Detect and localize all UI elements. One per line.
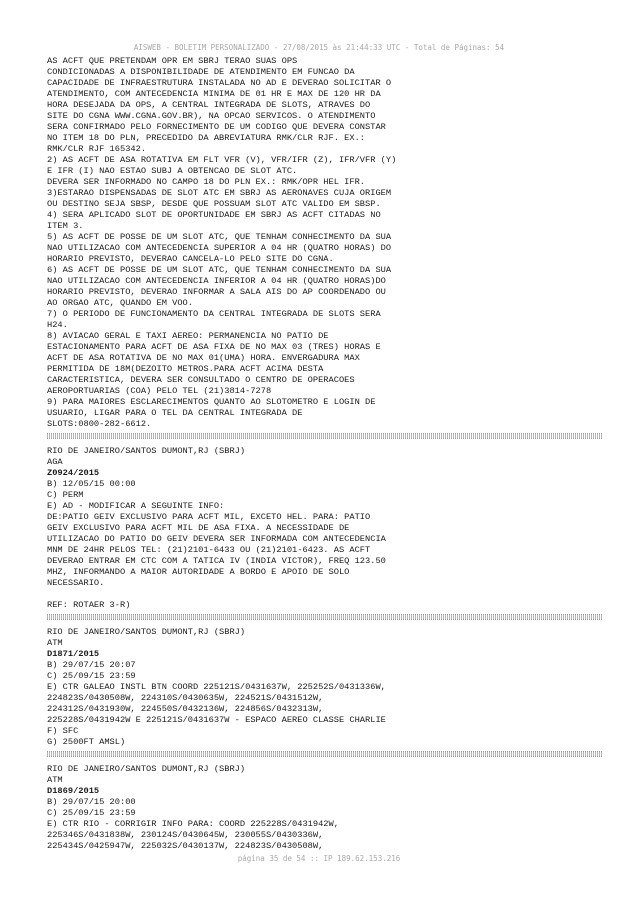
intro-line: NAO UTILIZACAO COM ANTECEDENCIA SUPERIOR A 04 HR (QUATRO HORAS) DO [47, 243, 392, 253]
notam-line: MNM DE 24HR PELOS TEL: (21)2101-6433 OU (21)2101-6423. AS ACFT [47, 545, 371, 555]
notam-line: DE:PATIO GEIV EXCLUSIVO PARA ACFT MIL, EXCETO HEL. PARA: PATIO [47, 512, 371, 522]
notam-line: GEIV EXCLUSIVO PARA ACFT MIL DE ASA FIXA. A NECESSIDADE DE [47, 523, 350, 533]
section-divider [47, 751, 602, 757]
notam-line: B) 29/07/15 20:07 [47, 660, 136, 670]
notam-line: F) SFC [47, 726, 79, 736]
intro-line: ITEM 3. [47, 221, 84, 231]
notam-line: E) CTR GALEAO INSTL BTN COORD 225121S/0431637W, 225252S/0431336W, [47, 682, 386, 692]
notam-category: ATM [47, 775, 63, 785]
notam-location: RIO DE JANEIRO/SANTOS DUMONT,RJ (SBRJ) [47, 627, 246, 637]
intro-line: E IFR (I) NAO ESTAO SUBJ A OBTENCAO DE SLOT ATC. [47, 166, 298, 176]
intro-line: 5) AS ACFT DE POSSE DE UM SLOT ATC, QUE TENHAM CONHECIMENTO DA SUA [47, 232, 392, 242]
intro-line: SLOTS:0800-282-6612. [47, 419, 152, 429]
notam-id: D1871/2015 [47, 649, 100, 659]
intro-line: SITE DO CGNA WWW.CGNA.GOV.BR), NA OPCAO SERVICOS. O ATENDIMENTO [47, 111, 376, 121]
notam-entry [47, 627, 607, 748]
intro-line: CARACTERISTICA, DEVERA SER CONSULTADO O CENTRO DE OPERACOES [47, 375, 355, 385]
notam-id: Z0924/2015 [47, 468, 100, 478]
notam-location: RIO DE JANEIRO/SANTOS DUMONT,RJ (SBRJ) [47, 764, 246, 774]
notam-id: D1869/2015 [47, 786, 100, 796]
intro-line: AEROPORTUARIAS (COA) PELO TEL (21)3814-7278 [47, 386, 272, 396]
notam-line: 225228S/0431942W E 225121S/0431637W - ESPACO AEREO CLASSE CHARLIE [47, 715, 386, 725]
intro-line: 8) AVIACAO GERAL E TAXI AEREO: PERMANENCIA NO PATIO DE [47, 331, 329, 341]
page-footer: página 35 de 54 :: IP 189.62.153.216 [237, 854, 401, 863]
notam-line: DEVERAO ENTRAR EM CTC COM A TATICA IV (INDIA VICTOR), FREQ 123.50 [47, 556, 386, 566]
notam-line: 225346S/0431838W, 230124S/0430645W, 230055S/0430336W, [47, 830, 324, 840]
bulletin-content [47, 56, 607, 852]
intro-line: 4) SERA APLICADO SLOT DE OPORTUNIDADE EM SBRJ AS ACFT CITADAS NO [47, 210, 381, 220]
intro-line: CAPACIDADE DE INFRAESTRUTURA INSTALADA NO AD E DEVERAO SOLICITAR O [47, 78, 392, 88]
intro-line: 9) PARA MAIORES ESCLARECIMENTOS QUANTO AO SLOTOMETRO E LOGIN DE [47, 397, 376, 407]
notam-line: E) AD - MODIFICAR A SEGUINTE INFO: [47, 501, 225, 511]
notam-reference: REF: ROTAER 3-R) [47, 600, 131, 610]
notam-line: C) PERM [47, 490, 84, 500]
intro-line: NO ITEM 18 DO PLN, PRECEDIDO DA ABREVIATURA RMK/CLR RJF. EX.: [47, 133, 366, 143]
notam-list [47, 433, 607, 852]
notam-line: B) 12/05/15 00:00 [47, 479, 136, 489]
intro-line: 2) AS ACFT DE ASA ROTATIVA EM FLT VFR (V), VFR/IFR (Z), IFR/VFR (Y) [47, 155, 397, 165]
intro-line: SERA CONFIRMADO PELO FORNECIMENTO DE UM CODIGO QUE DEVERA CONSTAR [47, 122, 386, 132]
notam-line: C) 25/09/15 23:59 [47, 808, 136, 818]
notam-location: RIO DE JANEIRO/SANTOS DUMONT,RJ (SBRJ) [47, 446, 246, 456]
notam-entry [47, 764, 607, 852]
intro-line: H24. [47, 320, 68, 330]
notam-line: E) CTR RIO - CORRIGIR INFO PARA: COORD 225228S/0431942W, [47, 819, 339, 829]
notam-line: G) 2500FT AMSL) [47, 737, 126, 747]
intro-line: RMK/CLR RJF 165342. [47, 144, 147, 154]
notam-line: 224312S/0431930W, 224550S/0432136W, 224856S/0432313W, [47, 704, 324, 714]
intro-line: 3)ESTARAO DISPENSADAS DE SLOT ATC EM SBRJ AS AERONAVES CUJA ORIGEM [47, 188, 392, 198]
intro-line: 7) O PERIODO DE FUNCIONAMENTO DA CENTRAL INTEGRADA DE SLOTS SERA [47, 309, 381, 319]
intro-line: HORARIO PREVISTO, DEVERAO INFORMAR A SALA AIS DO AP COORDENADO OU [47, 287, 386, 297]
intro-line: AO ORGAO ATC, QUANDO EM VOO. [47, 298, 193, 308]
intro-line: ESTACIONAMENTO PARA ACFT DE ASA FIXA DE NO MAX 03 (TRES) HORAS E [47, 342, 381, 352]
notam-line: C) 25/09/15 23:59 [47, 671, 136, 681]
intro-line: PERMITIDA DE 18M(DEZOITO METROS.PARA ACFT ACIMA DESTA [47, 364, 324, 374]
intro-line: DEVERA SER INFORMADO NO CAMPO 18 DO PLN EX.: RMK/OPR HEL IFR. [47, 177, 366, 187]
section-divider [47, 614, 602, 620]
intro-line: HORARIO PREVISTO, DEVERAO CANCELA-LO PELO SITE DO CGNA. [47, 254, 334, 264]
blank-line [47, 589, 607, 600]
notam-category: AGA [47, 457, 63, 467]
intro-line: ATENDIMENTO, COM ANTECEDENCIA MINIMA DE 01 HR E MAX DE 120 HR DA [47, 89, 381, 99]
notam-line: B) 29/07/15 20:00 [47, 797, 136, 807]
intro-line: NAO UTILIZACAO COM ANTECEDENCIA INFERIOR A 04 HR (QUATRO HORAS)DO [47, 276, 386, 286]
intro-line: AS ACFT QUE PRETENDAM OPR EM SBRJ TERAO SUAS OPS [47, 56, 298, 66]
intro-text [47, 56, 607, 430]
intro-line: OU DESTINO SEJA SBSP, DESDE QUE POSSUAM SLOT ATC VALIDO EM SBSP. [47, 199, 381, 209]
intro-line: 6) AS ACFT DE POSSE DE UM SLOT ATC, QUE TENHAM CONHECIMENTO DA SUA [47, 265, 392, 275]
notam-line: 225434S/0425947W, 225032S/0430137W, 224823S/0430508W, [47, 841, 324, 851]
intro-line: CONDICIONADAS A DISPONIBILIDADE DE ATENDIMENTO EM FUNCAO DA [47, 67, 355, 77]
notam-line: NECESSARIO. [47, 578, 105, 588]
section-divider [47, 433, 602, 439]
notam-line: UTILIZACAO DO PATIO DO GEIV DEVERA SER INFORMADA COM ANTECEDENCIA [47, 534, 386, 544]
notam-category: ATM [47, 638, 63, 648]
page-header: AISWEB - BOLETIM PERSONALIZADO - 27/08/2015 às 21:44:33 UTC - Total de Páginas: 54 [133, 43, 505, 52]
intro-line: USUARIO, LIGAR PARA O TEL DA CENTRAL INTEGRADA DE [47, 408, 303, 418]
notam-line: 224823S/0430508W, 224310S/0430635W, 224521S/0431512W, [47, 693, 324, 703]
intro-line: ACFT DE ASA ROTATIVA DE NO MAX 01(UMA) HORA. ENVERGADURA MAX [47, 353, 360, 363]
intro-line: HORA DESEJADA DA OPS, A CENTRAL INTEGRADA DE SLOTS, ATRAVES DO [47, 100, 371, 110]
notam-line: MHZ, INFORMANDO A MAIOR AUTORIDADE A BORDO E APOIO DE SOLO [47, 567, 350, 577]
notam-entry [47, 446, 607, 611]
